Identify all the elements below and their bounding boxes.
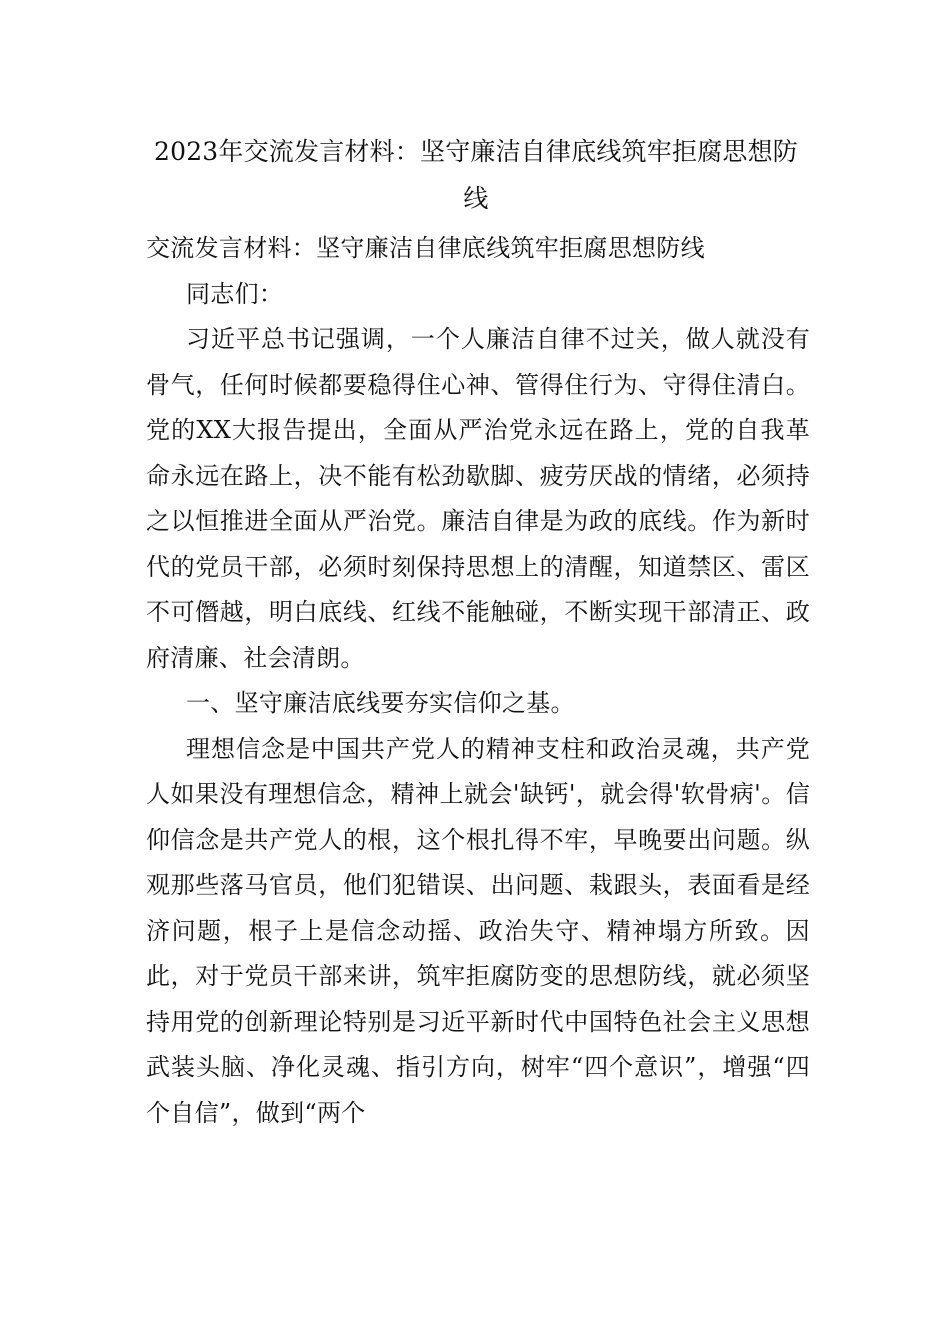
section-heading-1: 一、坚守廉洁底线要夯实信仰之基。	[186, 689, 575, 717]
salutation: 同志们：	[186, 279, 284, 308]
document-subtitle: 交流发言材料：坚守廉洁自律底线筑牢拒腐思想防线	[146, 234, 705, 262]
document-body	[146, 226, 810, 1136]
paragraph-section-1: 理想信念是中国共产党人的精神支柱和政治灵魂，共产党人如果没有理想信念，精神上就会'缺钙'，就会得'软骨病'。信仰信念是共产党人的根，这个根扎得不牢，早晚要出问题。纵观那些落马官员，他们犯错误、出问题、栽跟头，表面看是经济问题，根子上是信念动摇、政治失守、精神塌方所致。因此，对于党员干部来讲，筑牢拒腐防变的思想防线，就必须坚持用党的创新理论特别是习近平新时代中国特色社会主义思想武装头脑、净化灵魂、指引方向，树牢“四个意识”，增强“四个自信”，做到“两个	[146, 734, 810, 1127]
document-title: 2023年交流发言材料：坚守廉洁自律底线筑牢拒腐思想防线	[153, 137, 799, 213]
paragraph-intro: 习近平总书记强调，一个人廉洁自律不过关，做人就没有骨气，任何时候都要稳得住心神、管得住行为、守得住清白。党的XX大报告提出，全面从严治党永远在路上，党的自我革命永远在路上，决不能有松劲歇脚、疲劳厌战的情绪，必须持之以恒推进全面从严治党。廉洁自律是为政的底线。作为新时代的党员干部，必须时刻保持思想上的清醒，知道禁区、雷区不可僭越，明白底线、红线不能触碰，不断实现干部清正、政府清廉、社会清朗。	[146, 325, 810, 672]
